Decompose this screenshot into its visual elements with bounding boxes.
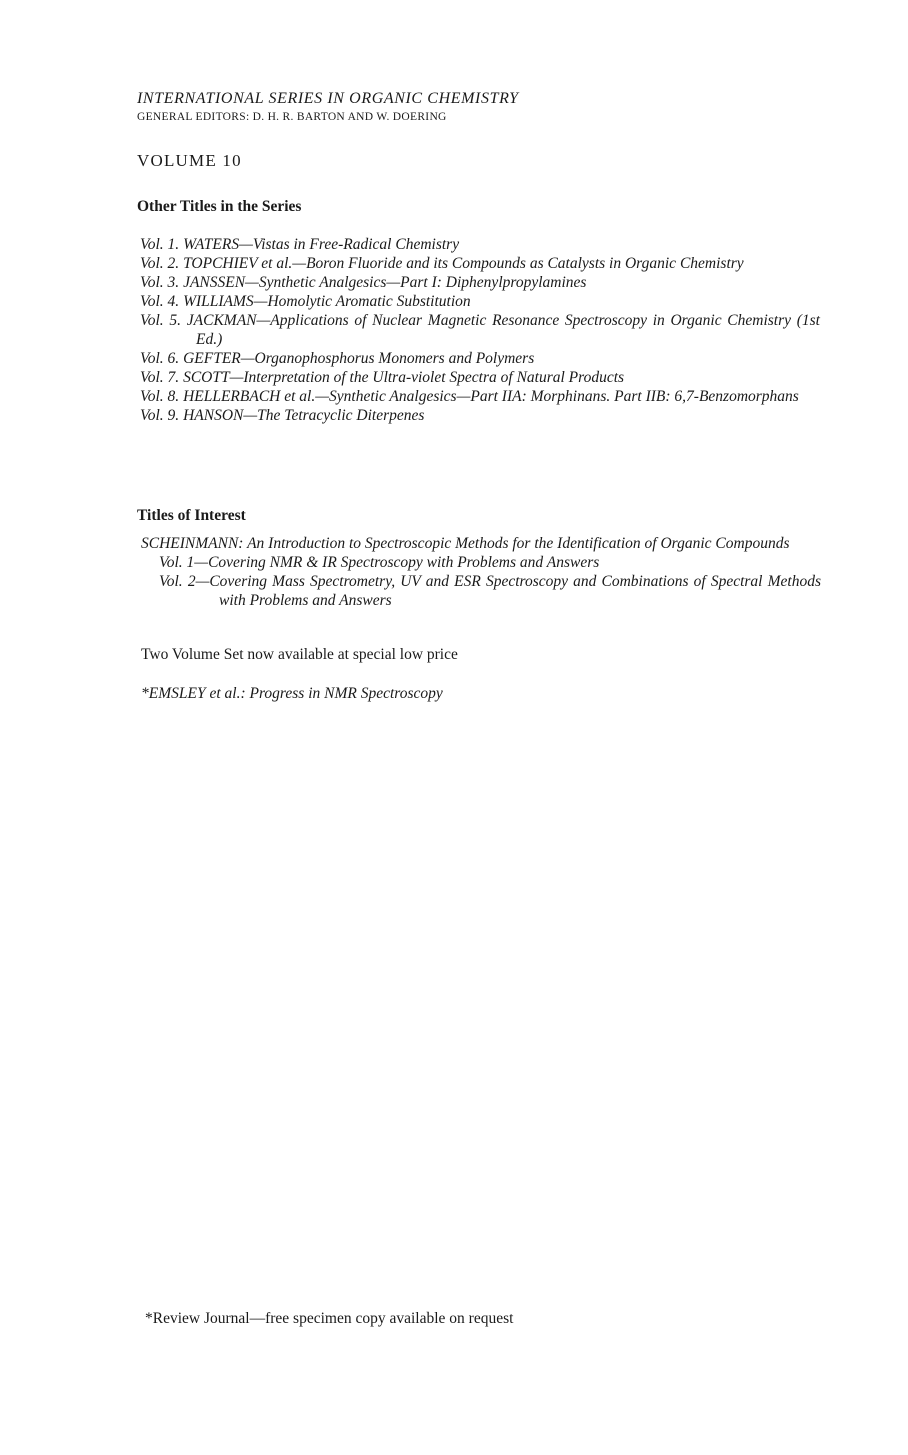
list-item — [140, 387, 820, 406]
list-item — [140, 368, 820, 387]
volume-label: Vol. 9. — [140, 407, 180, 424]
list-item — [140, 406, 820, 425]
other-titles-heading: Other Titles in the Series — [137, 198, 302, 215]
other-titles-list — [140, 235, 820, 425]
titles-of-interest-list — [141, 534, 821, 610]
general-editors: GENERAL EDITORS: D. H. R. BARTON AND W. DOERING — [137, 111, 447, 123]
title-text: JANSSEN—Synthetic Analgesics—Part I: Diphenylpropylamines — [183, 274, 587, 291]
volume-label: Vol. 4. — [140, 293, 180, 310]
list-item — [140, 311, 820, 349]
list-item — [140, 273, 820, 292]
scheinmann-entry: SCHEINMANN: An Introduction to Spectroscopic Methods for the Identification of Organic Compounds — [141, 535, 790, 552]
volume-label: Vol. 8. — [140, 388, 180, 405]
volume-label: Vol. 6. — [140, 350, 180, 367]
volume-label: Vol. 1. — [140, 236, 180, 253]
title-text: SCOTT—Interpretation of the Ultra-violet Spectra of Natural Products — [183, 369, 625, 386]
volume-label: Vol. 5. — [140, 312, 182, 329]
title-text: TOPCHIEV et al.—Boron Fluoride and its Compounds as Catalysts in Organic Chemistry — [183, 255, 744, 272]
volume-label: Vol. 2. — [140, 255, 180, 272]
footnote: *Review Journal—free specimen copy available on request — [145, 1310, 514, 1327]
scheinmann-vol-1: Vol. 1—Covering NMR & IR Spectroscopy with Problems and Answers — [159, 554, 600, 571]
title-text: HELLERBACH et al.—Synthetic Analgesics—Part IIA: Morphinans. Part IIB: 6,7-Benzomorphans — [183, 388, 799, 405]
scheinmann-vol-2: Vol. 2—Covering Mass Spectrometry, UV and ESR Spectroscopy and Combinations of Spectral Methods with Problems and Answers — [159, 573, 821, 609]
list-item — [140, 235, 820, 254]
title-text: JACKMAN—Applications of Nuclear Magnetic Resonance Spectroscopy in Organic Chemistry (1st Ed.) — [186, 312, 820, 348]
title-text: GEFTER—Organophosphorus Monomers and Polymers — [183, 350, 535, 367]
volume-label: Vol. 7. — [140, 369, 180, 386]
title-text: WATERS—Vistas in Free-Radical Chemistry — [183, 236, 460, 253]
volume-number: VOLUME 10 — [137, 151, 242, 170]
title-text: WILLIAMS—Homolytic Aromatic Substitution — [183, 293, 471, 310]
title-text: HANSON—The Tetracyclic Diterpenes — [183, 407, 425, 424]
two-volume-offer: Two Volume Set now available at special low price — [141, 646, 458, 663]
emsley-entry: *EMSLEY et al.: Progress in NMR Spectroscopy — [141, 685, 443, 702]
series-title: INTERNATIONAL SERIES IN ORGANIC CHEMISTRY — [137, 90, 519, 107]
volume-label: Vol. 3. — [140, 274, 180, 291]
titles-of-interest-heading: Titles of Interest — [137, 507, 246, 524]
list-item — [140, 349, 820, 368]
list-item — [140, 292, 820, 311]
list-item — [140, 254, 820, 273]
